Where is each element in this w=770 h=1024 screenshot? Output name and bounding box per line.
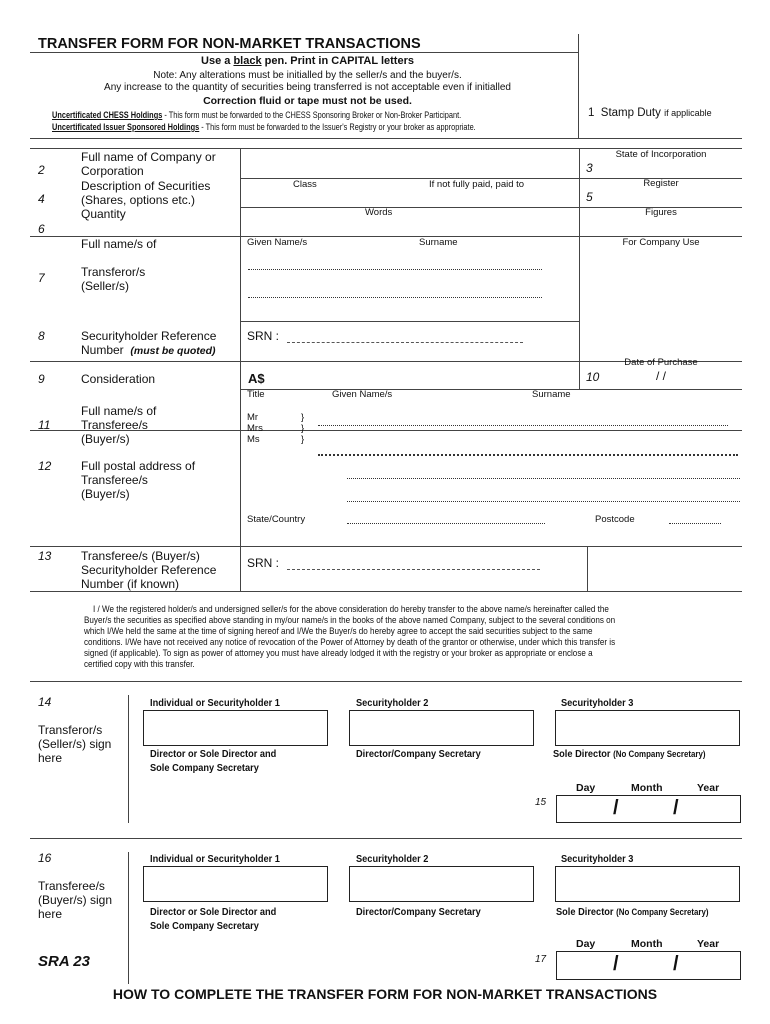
row8-number: Number [81, 343, 124, 357]
declaration [84, 604, 734, 670]
section16-label-a: Transferee/s [38, 879, 105, 893]
note-correction: Correction fluid or tape must not be used. [203, 95, 412, 107]
transferor-name-line-2[interactable] [248, 297, 542, 298]
buyer-role-3-main: Sole Director [556, 906, 614, 918]
row13-label-c: Number (if known) [81, 577, 180, 591]
title-label: Title [247, 389, 265, 400]
seller-date-slash-2: / [673, 797, 679, 819]
transferor-given-label: Given Name/s [247, 237, 308, 248]
transferor-srn-field[interactable] [287, 342, 523, 343]
section14-label-b: (Seller/s) sign [38, 737, 112, 751]
how-to-complete-heading: HOW TO COMPLETE THE TRANSFER FORM FOR NON-MARKET TRANSACTIONS [112, 986, 658, 1002]
row11-label-b: Transferee/s [81, 418, 148, 432]
seller-signature-2[interactable] [349, 710, 534, 746]
seller-role-3-sub: (No Company Secretary) [613, 749, 706, 759]
transferee-srn-field[interactable] [287, 569, 540, 570]
row11-num: 11 [38, 418, 51, 432]
seller-sh1-heading: Individual or Securityholder 1 [150, 697, 280, 709]
row7-label-c: (Seller/s) [81, 279, 130, 293]
state-incorporation-field[interactable] [598, 162, 740, 177]
securities-description-field[interactable] [242, 192, 578, 206]
row12-label-a: Full postal address of [81, 459, 196, 473]
postcode-label: Postcode [595, 514, 635, 525]
note-alterations: Note: Any alterations must be initialled by the seller/s and the buyer/s. [153, 70, 462, 81]
row6-num: 6 [38, 222, 45, 236]
row13-num: 13 [38, 549, 52, 563]
declaration-line-1: I / We the registered holder/s and undersigned seller/s for the above consideration do hereby transfer to the above name/s hereinafter called the [93, 604, 609, 614]
buyer-role-1b: Sole Company Secretary [150, 920, 259, 932]
buyer-signature-3[interactable] [555, 866, 740, 902]
row3-num: 3 [586, 161, 593, 175]
quantity-words-field[interactable] [242, 221, 578, 235]
seller-role-1a: Director or Sole Director and [150, 748, 277, 760]
seller-role-2: Director/Company Secretary [356, 748, 481, 760]
address-line-1[interactable] [347, 478, 740, 479]
address-line-2[interactable] [347, 501, 740, 502]
row12-label-c: (Buyer/s) [81, 487, 130, 501]
declaration-line-3: which I/We held the same at the time of signing hereof and I/We the Buyer/s do hereby agree to accept the said securities subject to the same [84, 626, 593, 636]
section17-num: 17 [535, 954, 547, 965]
figures-label: Figures [645, 207, 677, 218]
brace-1: } [301, 412, 305, 423]
words-label: Words [365, 207, 393, 218]
buyer-sh3-heading: Securityholder 3 [561, 853, 634, 865]
must-be-quoted: (must be quoted) [130, 345, 216, 357]
class-label: Class [293, 179, 317, 190]
section16-num: 16 [38, 851, 52, 865]
buyer-signature-1[interactable] [143, 866, 328, 902]
transferor-surname-label: Surname [419, 237, 458, 248]
state-country-label: State/Country [247, 514, 306, 525]
pen-black: black [233, 55, 262, 67]
title-ms[interactable]: Ms [247, 434, 260, 445]
row2-label-b: Corporation [81, 164, 144, 178]
paid-to-label: If not fully paid, paid to [429, 179, 525, 190]
register-field[interactable] [598, 192, 740, 206]
date-purchase-label: Date of Purchase [624, 357, 698, 368]
row4-label-b: (Shares, options etc.) [81, 193, 196, 207]
seller-date-field[interactable] [556, 795, 741, 823]
buyer-sh2-heading: Securityholder 2 [356, 853, 429, 865]
buyer-date-field[interactable] [556, 951, 741, 980]
declaration-line-4: conditions. I/We have not received any notice of revocation of the Power of Attorney by death of the grantor or otherwise, under which this transfer is [84, 637, 616, 647]
state-country-field[interactable] [347, 523, 545, 524]
declaration-line-2: Buyer/s the securities as specified above standing in my/our name/s in the books of the above named Company, subject to the several conditions on [84, 615, 616, 625]
section15-num: 15 [535, 797, 547, 808]
currency-label: A$ [248, 371, 265, 386]
transferee-name-line-2[interactable] [318, 454, 738, 456]
buyer-day-label: Day [576, 938, 596, 950]
row12-num: 12 [38, 459, 52, 473]
row11-label-c: (Buyer/s) [81, 432, 130, 446]
row2-num: 2 [38, 163, 45, 177]
issuer-note [52, 122, 476, 132]
seller-signature-1[interactable] [143, 710, 328, 746]
transferee-name-line-1[interactable] [318, 425, 728, 426]
row8-label-b [81, 344, 216, 358]
transferee-given-label: Given Name/s [332, 389, 393, 400]
buyer-month-label: Month [631, 938, 663, 950]
transferee-surname-label: Surname [532, 389, 571, 400]
brace-2: } [301, 423, 305, 434]
buyer-role-2: Director/Company Secretary [356, 906, 481, 918]
title-mr[interactable]: Mr [247, 412, 259, 423]
buyer-role-3 [556, 906, 709, 918]
seller-role-3 [553, 748, 706, 760]
srn-label-8: SRN : [247, 329, 280, 343]
brace-3: } [301, 434, 305, 445]
row8-num: 8 [38, 329, 45, 343]
postcode-field[interactable] [669, 523, 721, 524]
stamp-num: 1 [588, 107, 595, 119]
transferor-name-line-1[interactable] [248, 269, 542, 270]
pen-instruction [40, 55, 575, 68]
register-label: Register [643, 178, 679, 189]
row6-label: Quantity [81, 207, 126, 221]
seller-year-label: Year [697, 782, 720, 794]
stamp-suffix: if applicable [664, 108, 712, 118]
section16-label-b: (Buyer/s) sign [38, 893, 113, 907]
buyer-date-slash-1: / [613, 953, 619, 975]
buyer-date-slash-2: / [673, 953, 679, 975]
issuer-label: Uncertificated Issuer Sponsored Holdings [52, 122, 200, 132]
row11-label-a: Full name/s of [81, 404, 157, 418]
buyer-role-1a: Director or Sole Director and [150, 906, 277, 918]
section14-label-c: here [38, 751, 63, 765]
title-mrs[interactable]: Mrs [247, 423, 263, 434]
buyer-year-label: Year [697, 938, 720, 950]
row13-label-b: Securityholder Reference [81, 563, 217, 577]
buyer-sh1-heading: Individual or Securityholder 1 [150, 853, 280, 865]
seller-role-3-main: Sole Director [553, 748, 611, 760]
seller-date-slash-1: / [613, 797, 619, 819]
form-code: SRA 23 [38, 953, 90, 970]
purchase-date-field[interactable]: / / [656, 369, 667, 383]
state-incorporation-label: State of Incorporation [615, 149, 707, 160]
row7-label-b: Transferor/s [81, 265, 146, 279]
buyer-signature-2[interactable] [349, 866, 534, 902]
seller-day-label: Day [576, 782, 596, 794]
pen-prefix: Use a [201, 55, 234, 67]
row13-label-a: Transferee/s (Buyer/s) [81, 549, 200, 563]
company-use-label: For Company Use [622, 237, 700, 248]
row9-label: Consideration [81, 372, 156, 386]
seller-sh3-heading: Securityholder 3 [561, 697, 634, 709]
section14-num: 14 [38, 695, 52, 709]
row4-num: 4 [38, 192, 45, 206]
chess-note [52, 110, 461, 120]
seller-sh2-heading: Securityholder 2 [356, 697, 429, 709]
row12-label-b: Transferee/s [81, 473, 148, 487]
row2-label-a: Full name of Company or [81, 150, 216, 164]
srn-label-13: SRN : [247, 556, 280, 570]
declaration-line-6: certified copy with this transfer. [84, 659, 195, 669]
section14-label-a: Transferor/s [38, 723, 103, 737]
seller-month-label: Month [631, 782, 663, 794]
chess-label: Uncertificated CHESS Holdings [52, 110, 163, 120]
company-name-field[interactable] [242, 150, 578, 177]
buyer-role-3-sub: (No Company Secretary) [616, 907, 709, 917]
quantity-figures-field[interactable] [581, 221, 741, 235]
issuer-text: - This form must be forwarded to the Issuer's Registry or your broker as appropriate. [199, 122, 476, 132]
row5-num: 5 [586, 190, 593, 204]
declaration-line-5: signed (if applicable). To sign as power of attorney you must have already lodged it with the registry or your broker as appropriate or enclose a [84, 648, 593, 658]
row10-num: 10 [586, 370, 600, 384]
section16-label-c: here [38, 907, 63, 921]
row7-label-a: Full name/s of [81, 237, 157, 251]
row4-label-a: Description of Securities [81, 179, 211, 193]
seller-signature-3[interactable] [555, 710, 740, 746]
row9-num: 9 [38, 372, 45, 386]
note-increase: Any increase to the quantity of securities being transferred is not acceptable even if initialled [104, 82, 511, 93]
chess-text: - This form must be forwarded to the CHESS Sponsoring Broker or Non-Broker Participant. [162, 110, 462, 120]
stamp-duty [588, 107, 712, 120]
seller-role-1b: Sole Company Secretary [150, 762, 259, 774]
stamp-label: Stamp Duty [600, 107, 661, 119]
consideration-field[interactable] [270, 368, 575, 386]
row7-num: 7 [38, 271, 45, 285]
row8-label-a: Securityholder Reference [81, 329, 217, 343]
form-title: TRANSFER FORM FOR NON-MARKET TRANSACTIONS [38, 36, 421, 52]
pen-suffix: pen. Print in CAPITAL letters [261, 55, 414, 67]
